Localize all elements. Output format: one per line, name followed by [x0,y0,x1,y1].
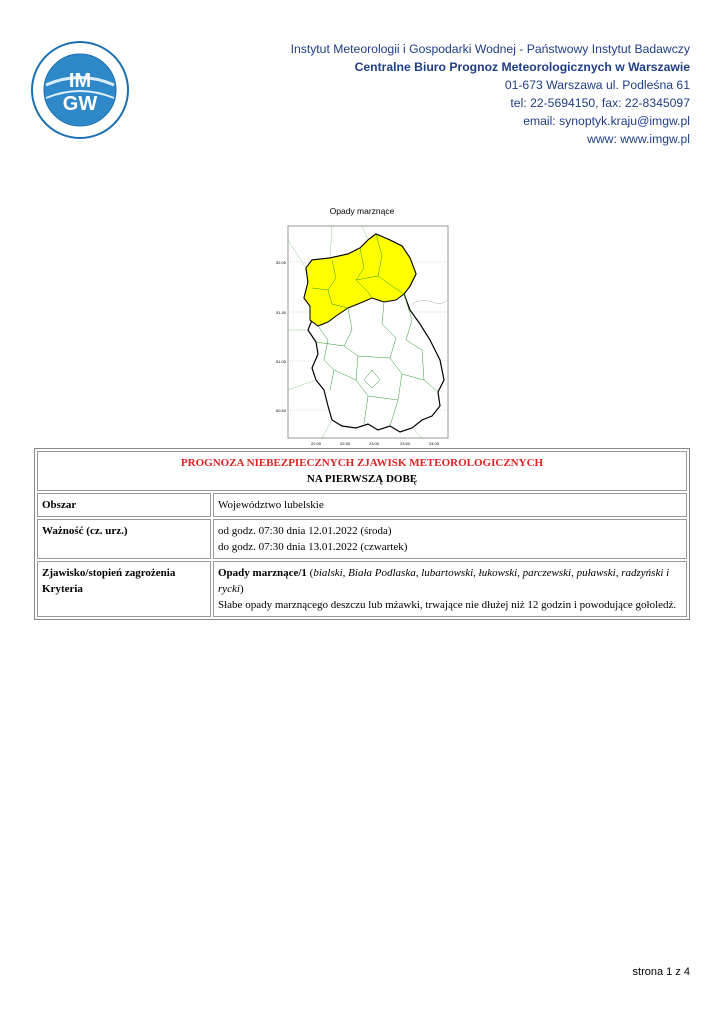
header-website[interactable]: www: www.imgw.pl [587,132,690,146]
map-x-tick: 22.00 [310,441,322,446]
validity-value [213,519,687,559]
map-x-tick: 24.00 [428,441,440,446]
map-y-tick: 50.50 [275,408,286,413]
warning-subtitle: NA PIERWSZĄ DOBĘ [306,473,418,485]
map-title: Opady marznące [329,206,395,216]
validity-from: od godz. 07:30 dnia 12.01.2022 (środa) [218,525,392,537]
table-row [37,519,687,559]
institute-header [291,40,690,148]
phenomenon-counties: bialski, Biała Podlaska, lubartowski, łukowski, parczewski, puławski, radzyński i rycki [218,567,670,595]
warning-table [34,448,690,620]
map-x-tick: 22.50 [339,441,351,446]
header-address: 01-673 Warszawa ul. Podleśna 61 [504,78,690,92]
table-row [37,561,687,617]
page-number: strona 1 z 4 [632,966,690,978]
warning-title: PROGNOZA NIEBEZPIECZNYCH ZJAWISK METEOROLOGICZNYCH [180,457,544,469]
validity-to: do godz. 07:30 dnia 13.01.2022 (czwartek) [218,541,408,553]
phenomenon-label-line2: Kryteria [42,583,83,595]
imgw-logo [30,40,130,140]
warning-title-cell [37,451,687,491]
map-y-tick: 51.00 [275,359,286,364]
area-value: Województwo lubelskie [213,493,687,517]
phenomenon-label [37,561,211,617]
area-label: Obszar [37,493,211,517]
header-institute-name: Instytut Meteorologii i Gospodarki Wodnej - Państwowy Instytut Badawczy [290,42,690,56]
criteria-text: Słabe opady marznącego deszczu lub mżawki, trwające nie dłużej niż 12 godzin i powodujące gołoledź. [218,599,677,611]
map-x-tick: 23.50 [399,441,411,446]
header-email[interactable]: email: synoptyk.kraju@imgw.pl [523,114,690,128]
map-x-tick: 23.00 [368,441,380,446]
header-office-name: Centralne Biuro Prognoz Meteorologicznych w Warszawie [354,60,690,74]
logo-text-bottom: GW [62,93,98,115]
phenomenon-name: Opady marznące/1 [218,567,307,579]
phenomenon-label-line1: Zjawisko/stopień zagrożenia [42,567,176,579]
phenomenon-value [213,561,687,617]
warning-map [272,220,452,450]
logo-text-top: IM [68,70,92,92]
table-row [37,493,687,517]
validity-label: Ważność (cz. urz.) [37,519,211,559]
phenomenon-line: Opady marznące/1 (bialski, Biała Podlaska, lubartowski, łukowski, parczewski, puławski, radzyński i rycki) [218,567,670,595]
map-y-tick: 52.00 [275,260,286,265]
map-y-tick: 51.50 [275,310,286,315]
header-phone: tel: 22-5694150, fax: 22-8345097 [510,96,690,110]
